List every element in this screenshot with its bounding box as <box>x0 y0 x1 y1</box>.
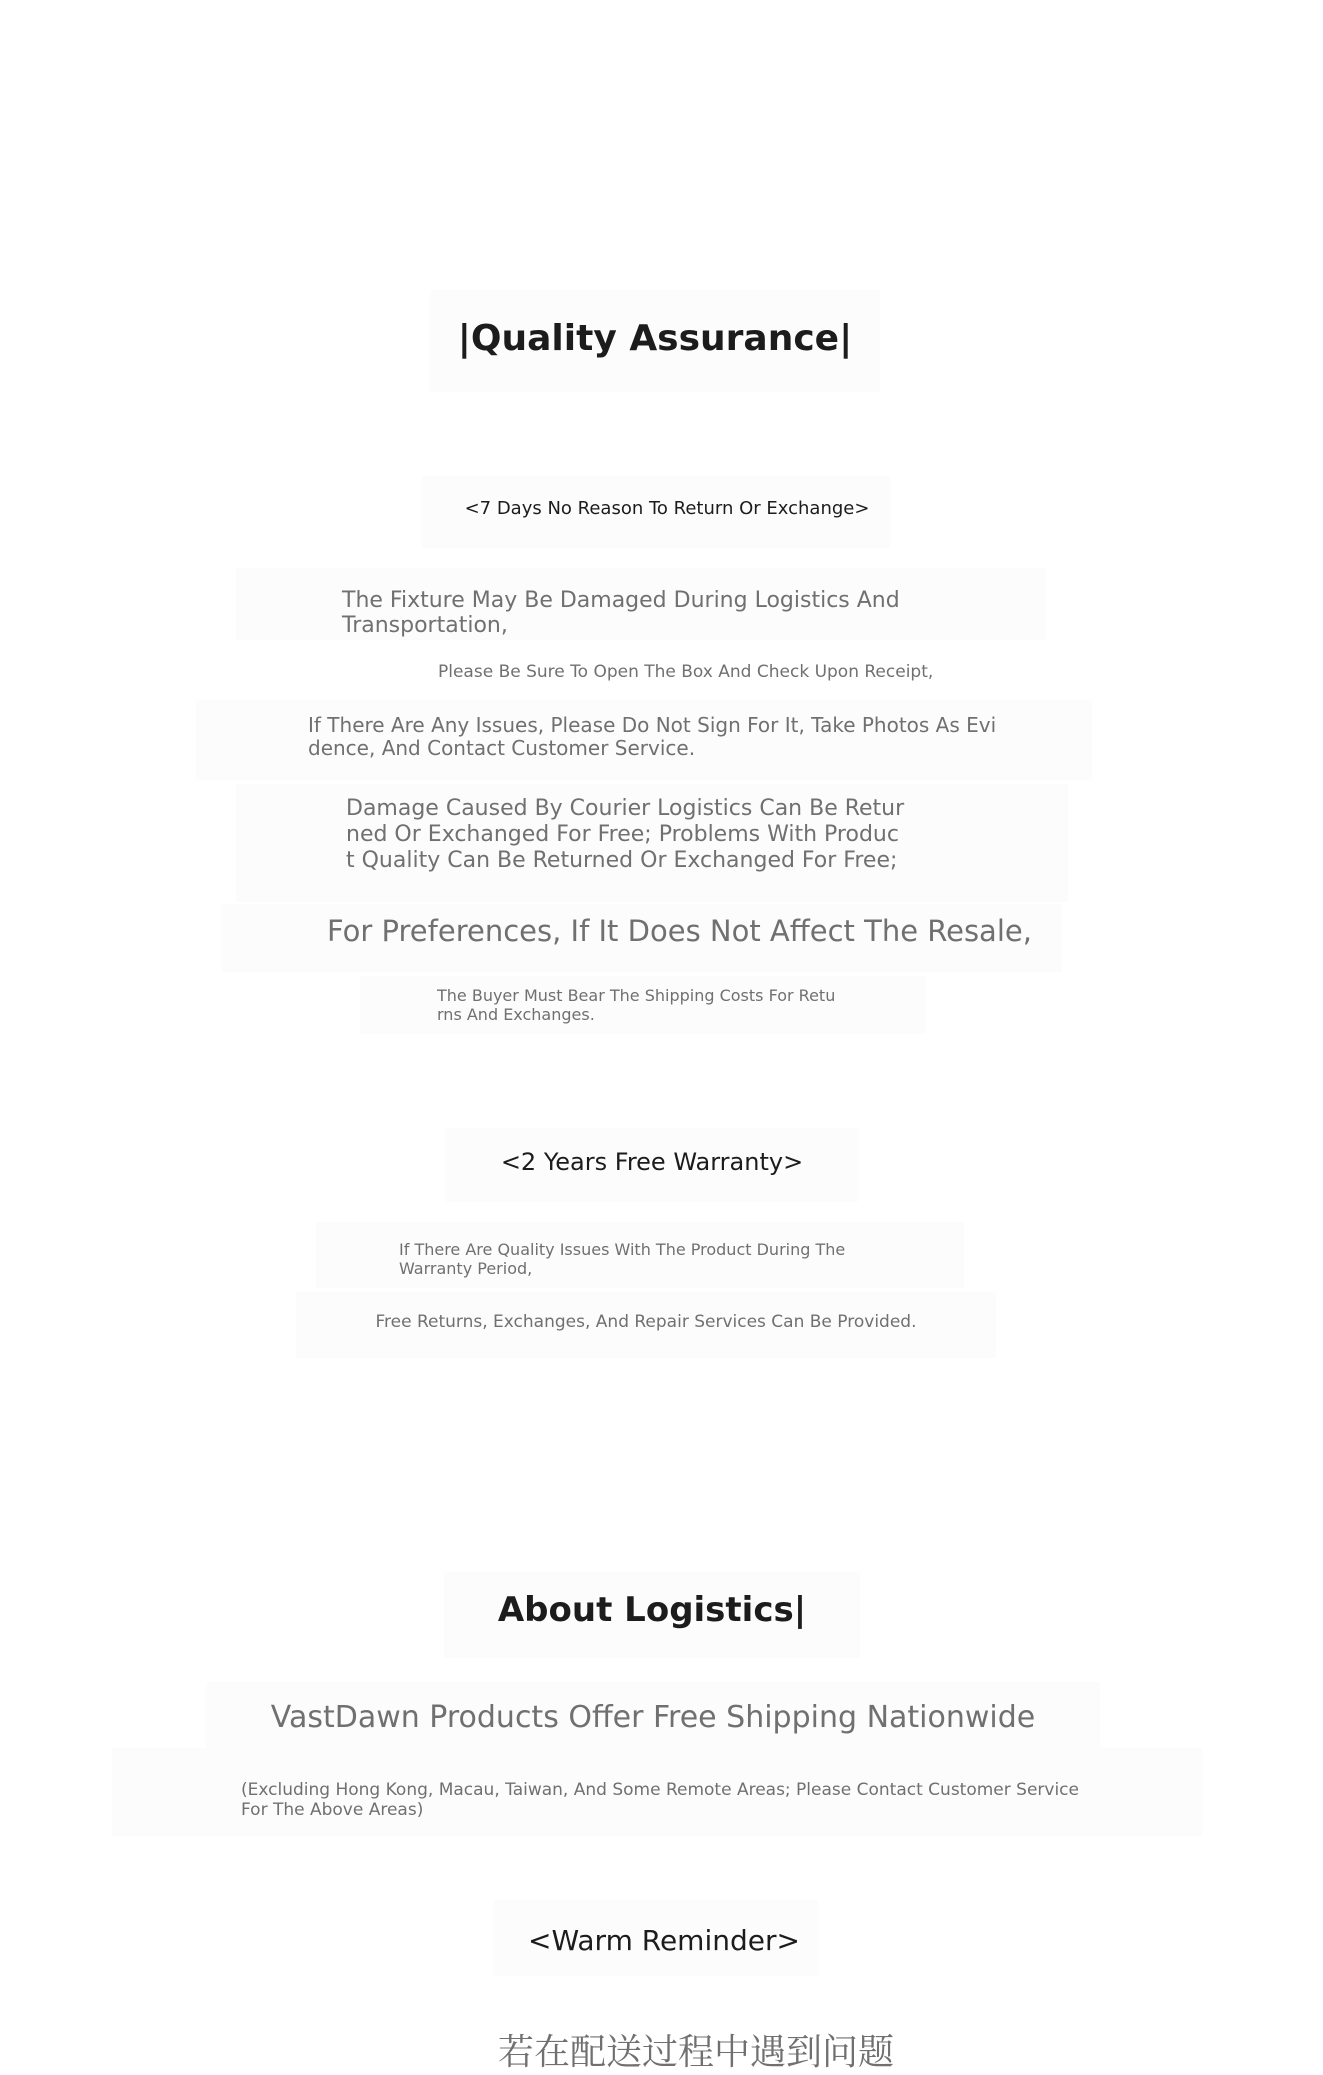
warranty-title: <2 Years Free Warranty> <box>500 1148 804 1176</box>
return-policy-title: <7 Days No Reason To Return Or Exchange> <box>464 498 870 519</box>
return-policy-line-5: For Preferences, If It Does Not Affect The Resale, <box>327 914 1032 948</box>
logistics-heading: About Logistics| <box>497 1590 807 1630</box>
warranty-line-1: If There Are Quality Issues With The Product During The Warranty Period, <box>399 1240 846 1278</box>
return-policy-line-3: If There Are Any Issues, Please Do Not Sign For It, Take Photos As Evi dence, And Contact Customer Service. <box>308 713 997 760</box>
return-policy-line-4: Damage Caused By Courier Logistics Can Be Retur ned Or Exchanged For Free; Problems With Produc t Quality Can Be Returned Or Exchanged For Free; <box>346 796 905 873</box>
reminder-title: <Warm Reminder> <box>528 1924 800 1957</box>
logistics-line-2: (Excluding Hong Kong, Macau, Taiwan, And Some Remote Areas; Please Contact Customer Service For The Above Areas) <box>241 1780 1079 1820</box>
reminder-line-1: 若在配送过程中遇到问题 <box>497 2032 894 2073</box>
logistics-line-1: VastDawn Products Offer Free Shipping Nationwide <box>270 1700 1036 1735</box>
return-policy-line-6: The Buyer Must Bear The Shipping Costs For Retu rns And Exchanges. <box>437 986 836 1024</box>
return-policy-line-1: The Fixture May Be Damaged During Logistics And Transportation, <box>342 588 900 638</box>
quality-heading: |Quality Assurance| <box>457 318 853 359</box>
return-policy-line-2: Please Be Sure To Open The Box And Check Upon Receipt, <box>438 662 934 682</box>
warranty-line-2: Free Returns, Exchanges, And Repair Services Can Be Provided. <box>375 1312 917 1332</box>
